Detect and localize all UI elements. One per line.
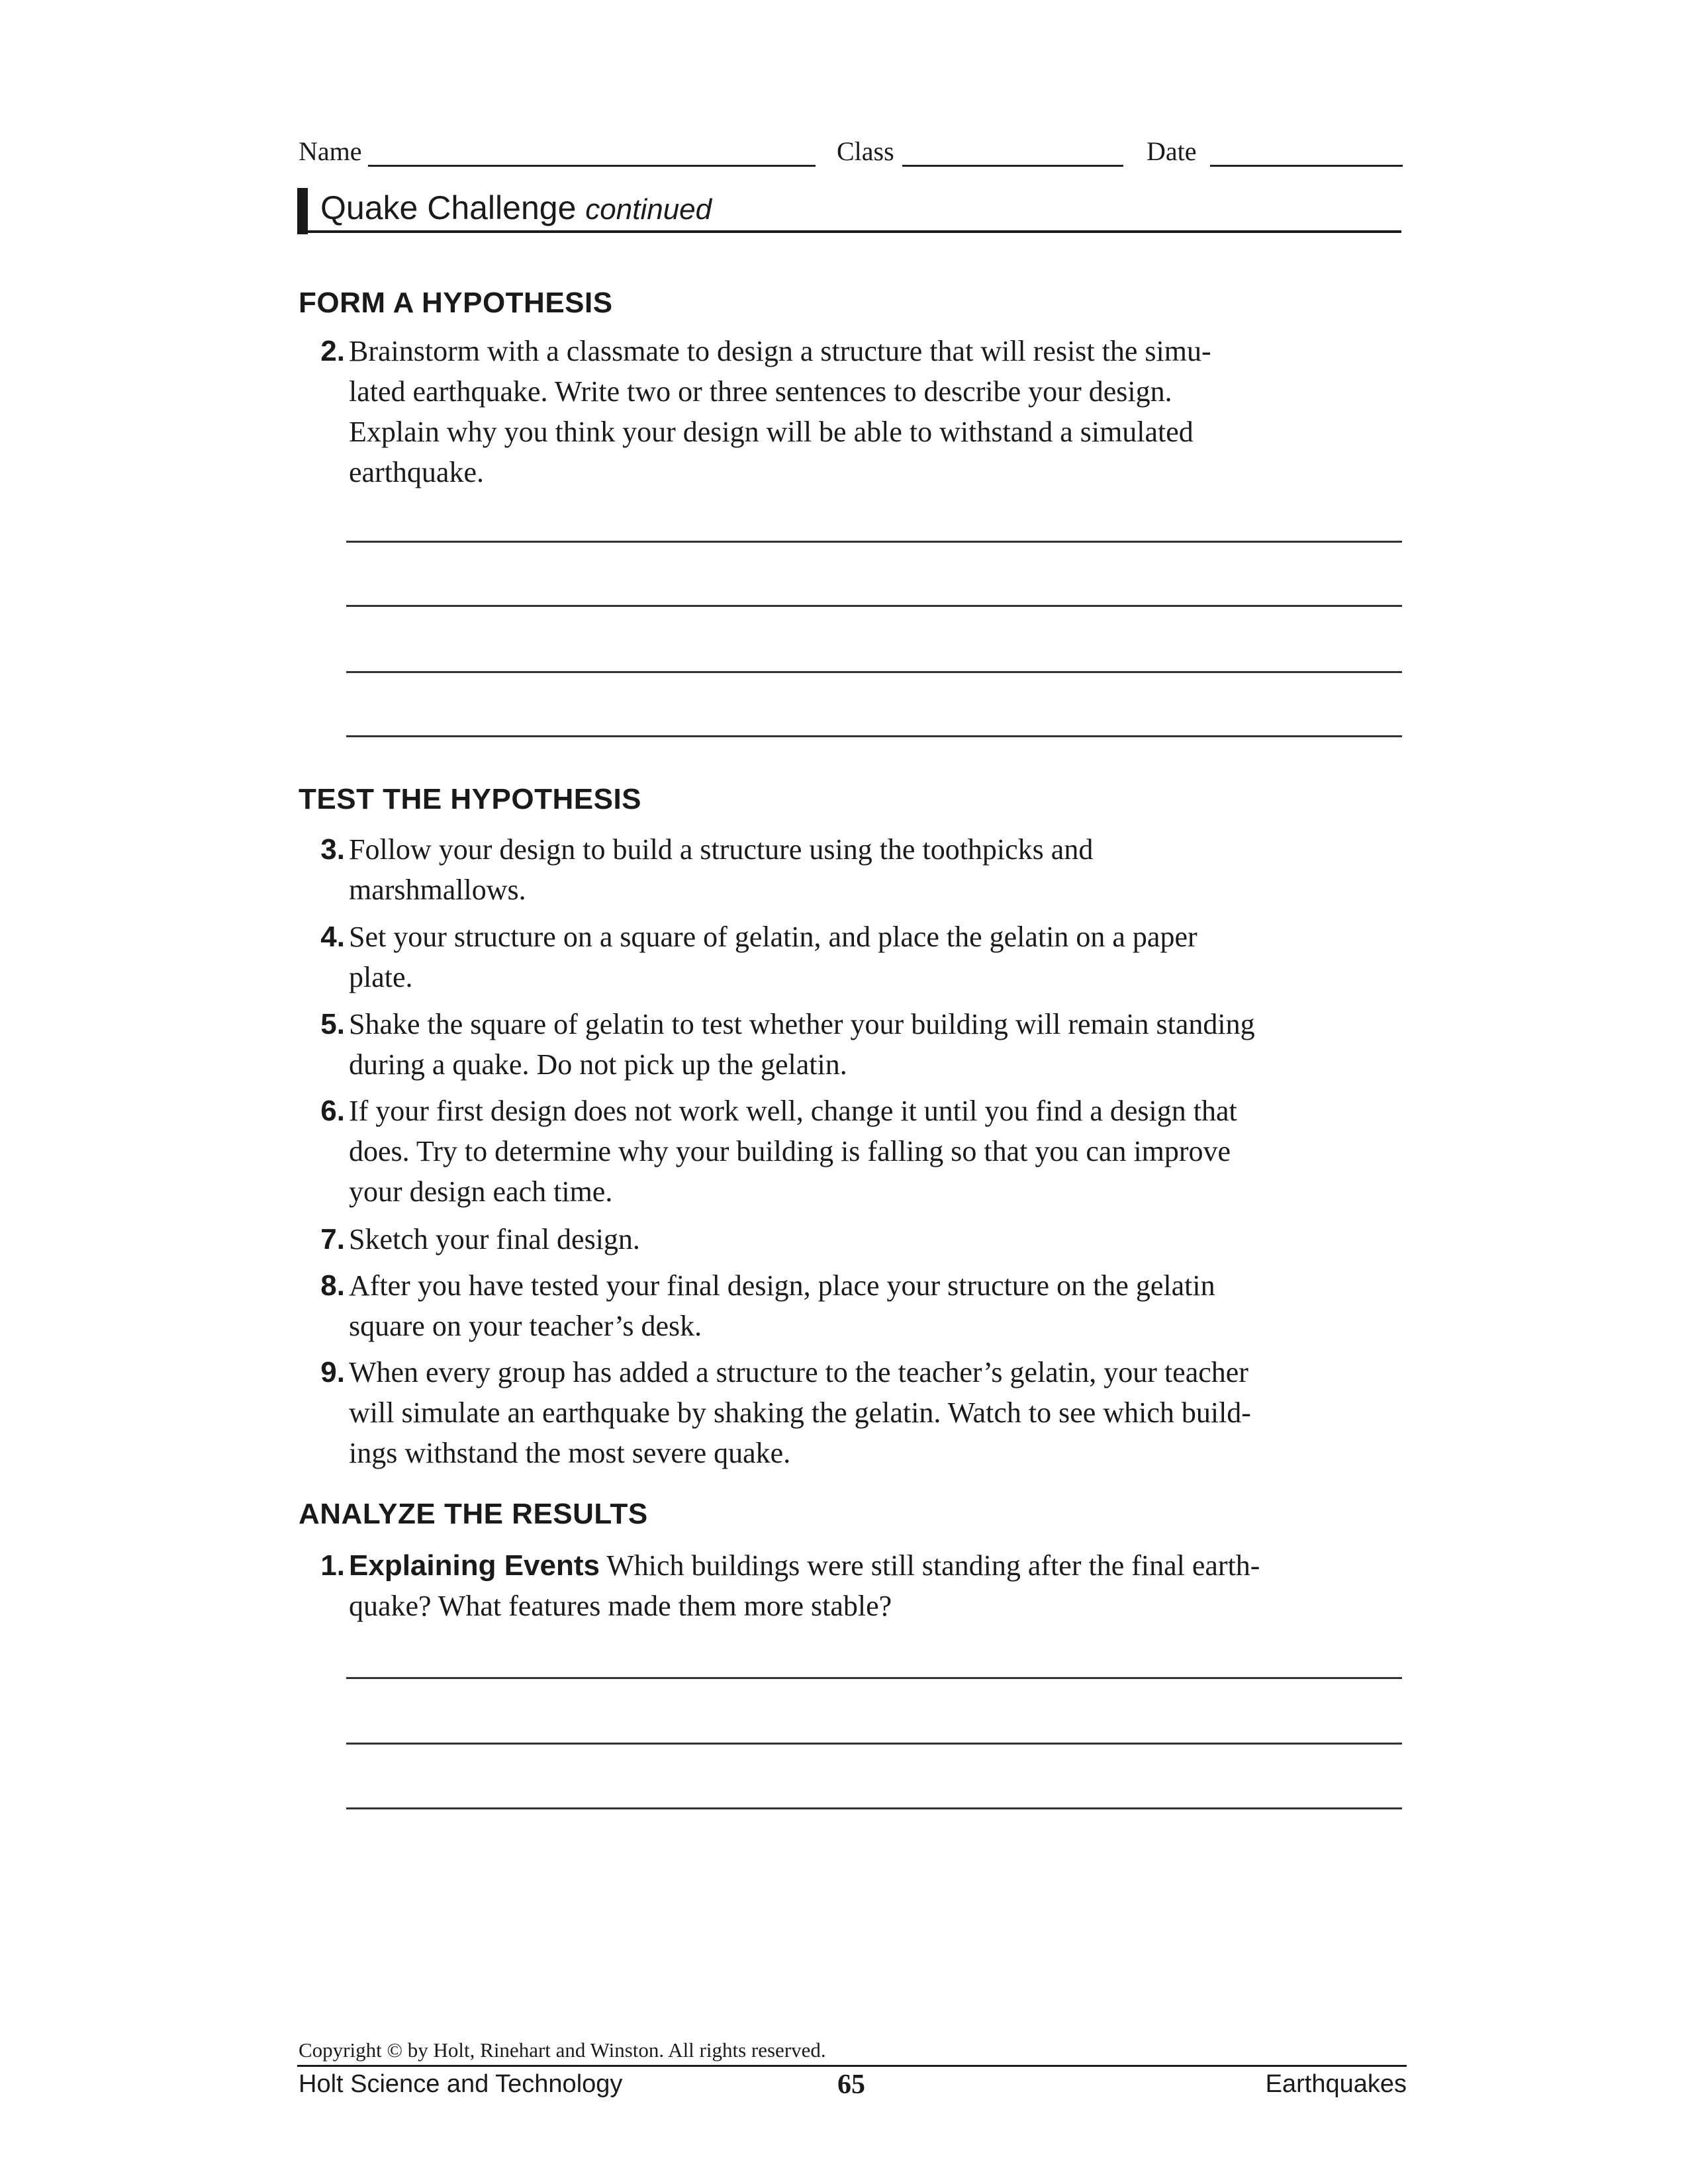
- step-number: 3.: [320, 833, 345, 866]
- step-line: After you have tested your final design, place your structure on the gelatin: [349, 1269, 1215, 1302]
- step-line: square on your teacher’s desk.: [349, 1310, 702, 1342]
- step-line: Brainstorm with a classmate to design a structure that will resist the simu-: [349, 335, 1211, 367]
- analyze-results-heading: ANALYZE THE RESULTS: [299, 1498, 648, 1530]
- footer-book-title: Holt Science and Technology: [299, 2070, 623, 2098]
- step-2: [301, 331, 1427, 496]
- answer-line[interactable]: [346, 1677, 1402, 1679]
- step-line: earthquake.: [349, 456, 484, 488]
- step-3: [301, 829, 1427, 912]
- page-title: [320, 189, 712, 227]
- step-line: Set your structure on a square of gelatin, and place the gelatin on a paper: [349, 921, 1197, 953]
- step-line: plate.: [349, 961, 413, 993]
- step-number: 9.: [320, 1356, 345, 1388]
- title-bar-accent: [297, 188, 308, 234]
- step-7: [301, 1219, 1427, 1260]
- name-label: Name: [299, 136, 362, 166]
- step-line: marshmallows.: [349, 874, 526, 906]
- answer-line[interactable]: [346, 1807, 1402, 1809]
- date-label: Date: [1147, 136, 1197, 166]
- step-line: lated earthquake. Write two or three sentences to describe your design.: [349, 375, 1172, 408]
- step-lead: Explaining Events: [349, 1549, 600, 1582]
- answer-line[interactable]: [346, 605, 1402, 607]
- step-line: Follow your design to build a structure using the toothpicks and: [349, 833, 1094, 866]
- step-line: during a quake. Do not pick up the gelatin.: [349, 1048, 847, 1081]
- step-number: 1.: [320, 1549, 345, 1582]
- step-line: ings withstand the most severe quake.: [349, 1437, 791, 1469]
- title-rule: [297, 230, 1401, 233]
- answer-line[interactable]: [346, 735, 1402, 737]
- step-5: [301, 1004, 1427, 1087]
- step-number: 5.: [320, 1008, 345, 1040]
- step-4: [301, 917, 1427, 999]
- step-number: 7.: [320, 1223, 345, 1255]
- step-number: 8.: [320, 1269, 345, 1302]
- class-label: Class: [837, 136, 894, 166]
- step-8: [301, 1265, 1427, 1348]
- step-number: 2.: [320, 335, 345, 367]
- step-line-lead: [349, 1545, 1260, 1586]
- step-line: Shake the square of gelatin to test whether your building will remain standing: [349, 1008, 1255, 1040]
- analyze-step-1: [301, 1545, 1427, 1628]
- step-number: 6.: [320, 1095, 345, 1127]
- footer-chapter: Earthquakes: [1265, 2070, 1407, 2098]
- answer-line[interactable]: [346, 671, 1402, 673]
- step-line: If your first design does not work well, change it until you find a design that: [349, 1095, 1237, 1127]
- title-suffix: continued: [585, 193, 712, 226]
- test-hypothesis-heading: TEST THE HYPOTHESIS: [299, 783, 642, 815]
- step-line: does. Try to determine why your building is falling so that you can improve: [349, 1135, 1231, 1167]
- date-field[interactable]: [1210, 165, 1403, 167]
- copyright-notice: Copyright © by Holt, Rinehart and Winston. All rights reserved.: [299, 2038, 826, 2062]
- step-line: When every group has added a structure to the teacher’s gelatin, your teacher: [349, 1356, 1248, 1388]
- footer-rule: [297, 2065, 1407, 2067]
- form-hypothesis-heading: FORM A HYPOTHESIS: [299, 287, 613, 319]
- answer-line[interactable]: [346, 1743, 1402, 1745]
- class-field[interactable]: [902, 165, 1123, 167]
- page-number: 65: [837, 2070, 865, 2100]
- step-line: will simulate an earthquake by shaking the gelatin. Watch to see which build-: [349, 1396, 1251, 1429]
- name-field[interactable]: [368, 165, 816, 167]
- step-9: [301, 1352, 1427, 1475]
- step-number: 4.: [320, 921, 345, 953]
- step-line: quake? What features made them more stable?: [349, 1590, 892, 1622]
- answer-line[interactable]: [346, 541, 1402, 543]
- step-line: Which buildings were still standing after the final earth-: [606, 1549, 1260, 1582]
- step-line: Explain why you think your design will be able to withstand a simulated: [349, 416, 1194, 448]
- step-6: [301, 1091, 1427, 1213]
- step-line: your design each time.: [349, 1175, 613, 1208]
- step-line: Sketch your final design.: [349, 1223, 640, 1255]
- title-text: Quake Challenge: [320, 189, 577, 226]
